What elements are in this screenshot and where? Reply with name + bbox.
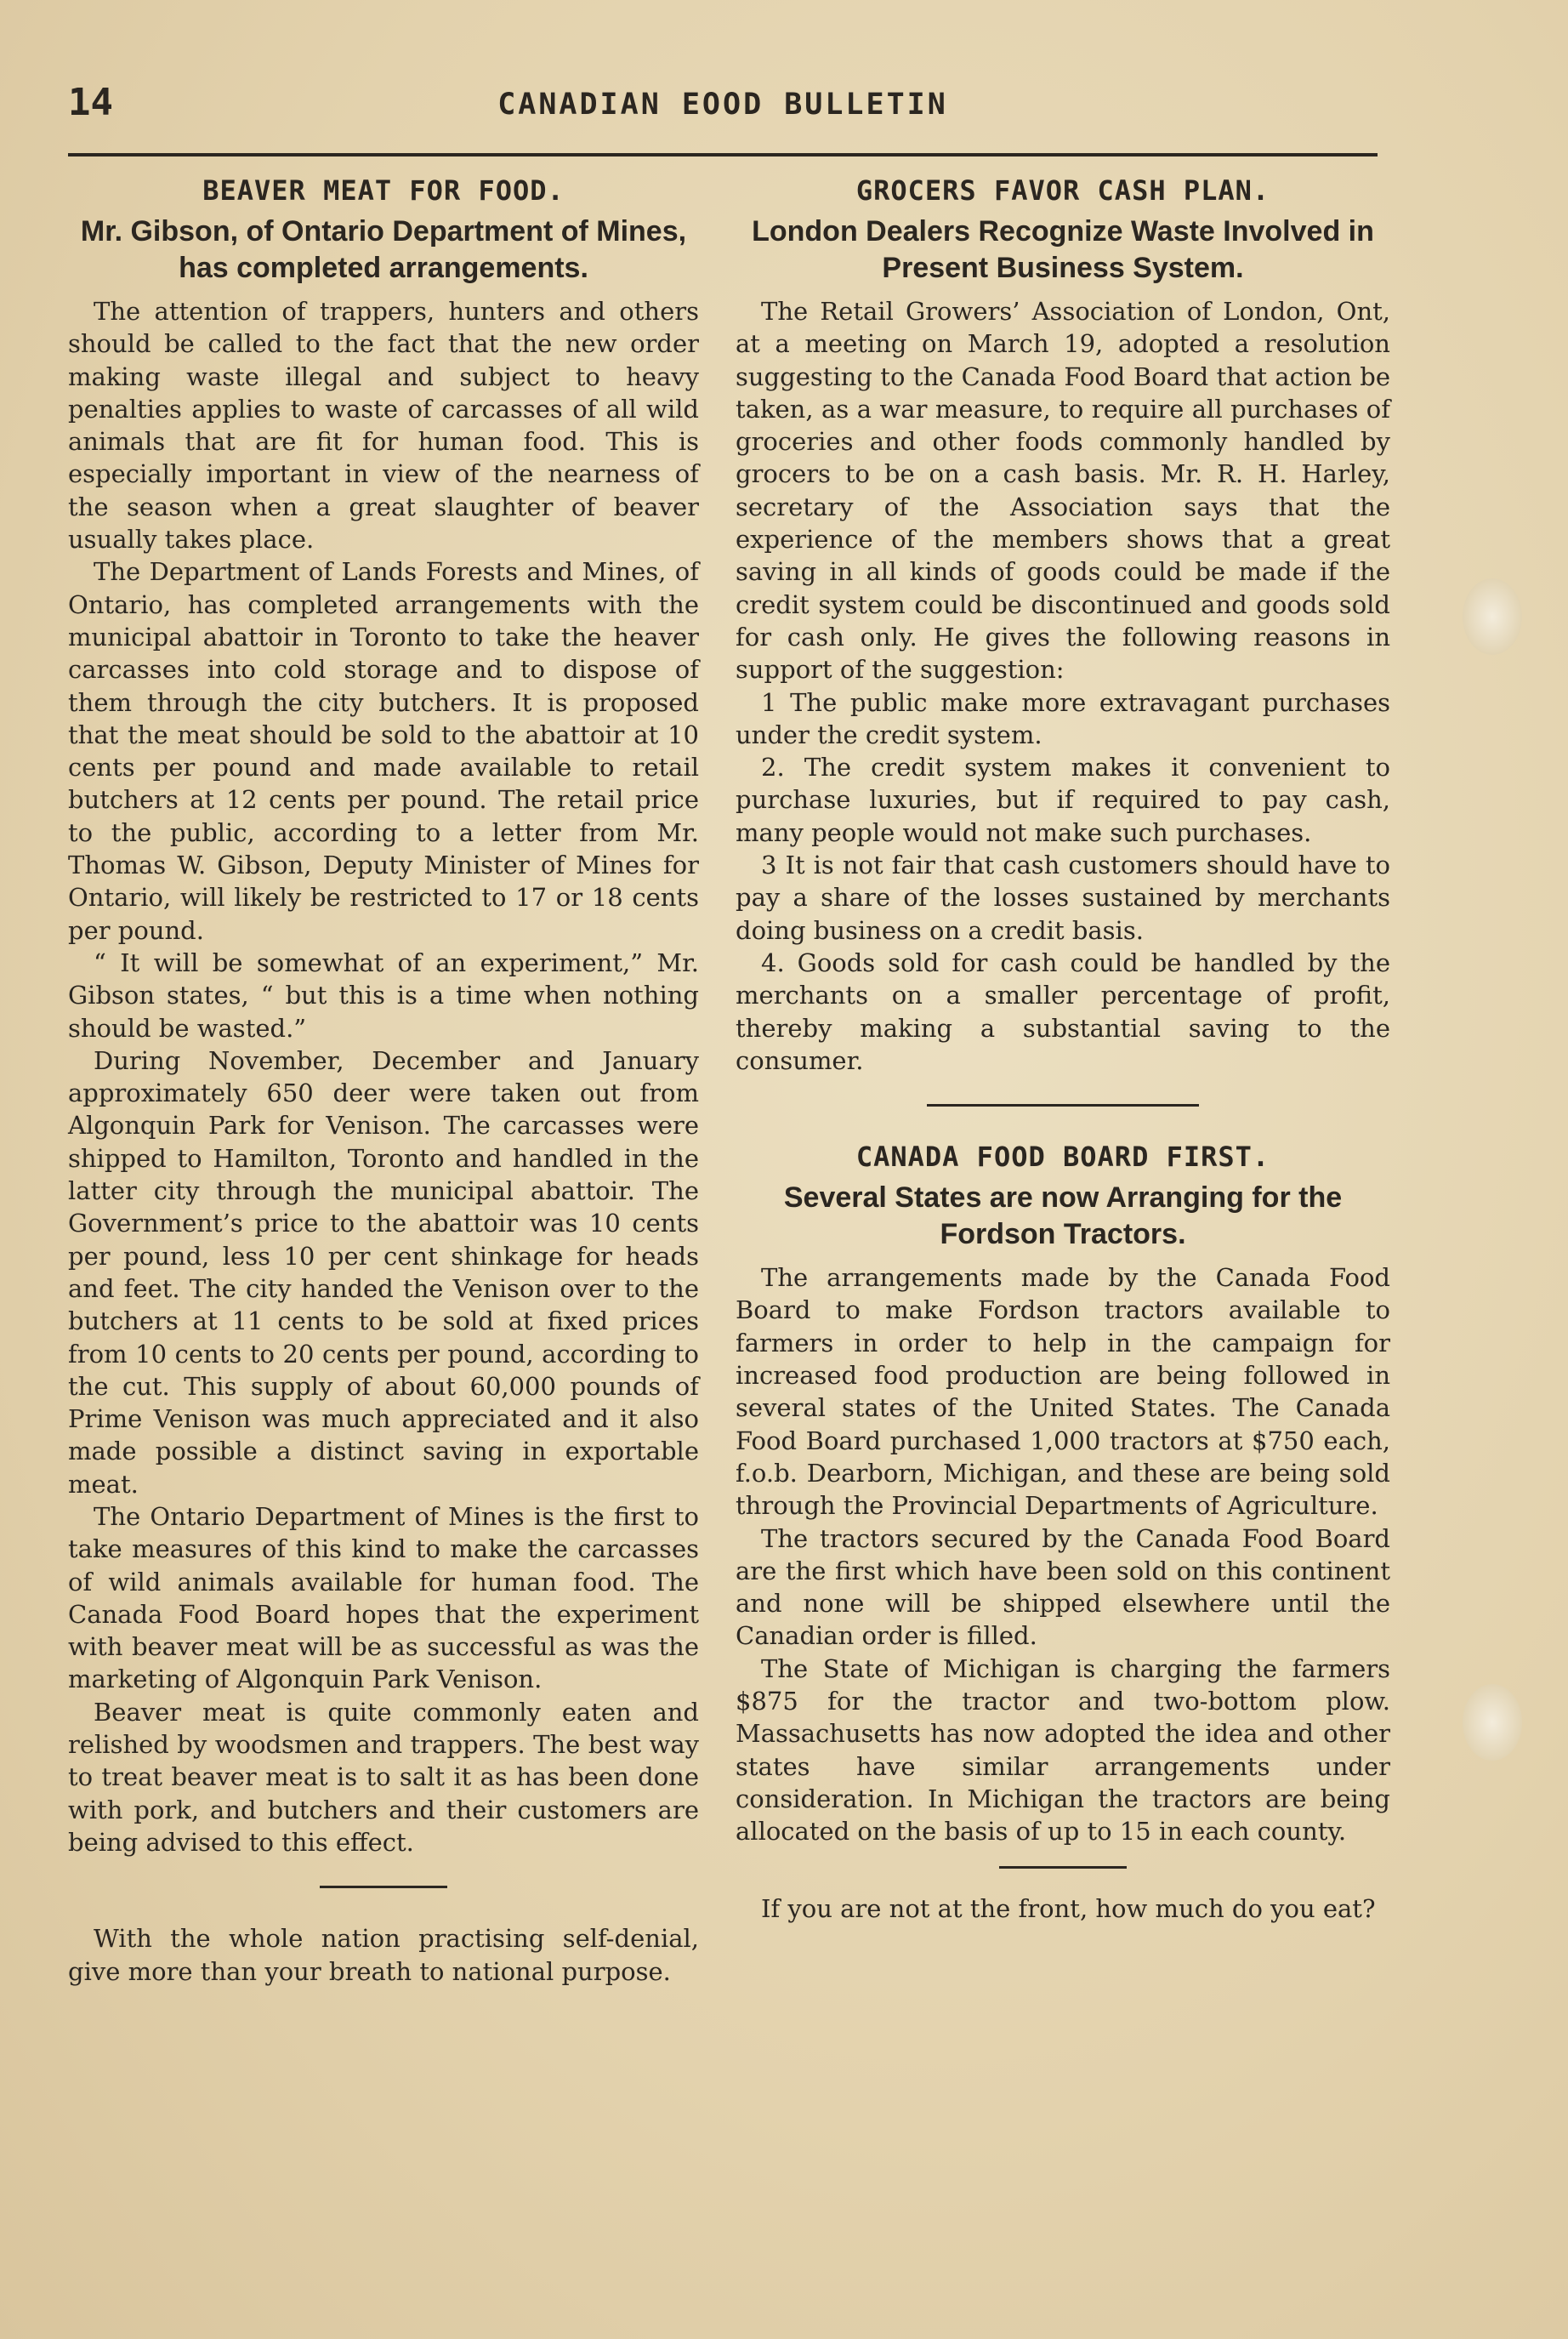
article-paragraph: During November, December and January approximately 650 deer were taken out from Algonquin Park for Venison. The carcasses were shipped to Hamilton, Toronto and handled in the latter city through the municipal abattoir. The Government’s price to the abattoir was 10 cents per pound, less 10 per cent shinkage for heads and feet. The city handed the Venison over to the butchers at 11 cents to be sold at fixed prices from 10 cents to 20 cents per pound, according to the cut. This supply of about 60,000 pounds of Prime Venison was much appreciated and it also made possible a distinct saving in exportable meat. — [68, 1045, 699, 1499]
article-paragraph: The State of Michigan is charging the farmers $875 for the tractor and two-bottom plow. Massachusetts has now adopted the idea and other states have similar arrangements under consideration. In Michigan the tractors are being allocated on the basis of up to 15 in each county. — [736, 1653, 1390, 1847]
journal-title: CANADIAN EOOD BULLETIN — [497, 88, 948, 122]
article-paragraph: The tractors secured by the Canada Food Board are the first which have been sold on this continent and none will be shipped elsewhere until the Canadian order is filled. — [736, 1523, 1390, 1651]
article-paragraph: Beaver meat is quite commonly eaten and relished by woodsmen and trappers. The best way to treat beaver meat is to salt it as has been done with pork, and butchers and their customers are being advised to this effect. — [68, 1697, 699, 1857]
left-column — [68, 174, 699, 1988]
filler-paragraph: With the whole nation practising self-denial, give more than your breath to national purpose. — [68, 1924, 699, 1986]
section-divider — [999, 1866, 1127, 1869]
article-headline: BEAVER MEAT FOR FOOD. — [202, 174, 565, 207]
article-subhead: Several States are now Arranging for the Fordson Tractors. — [783, 1181, 1343, 1251]
article-paragraph: The Retail Growers’ Association of London, Ont, at a meeting on March 19, adopted a resolution suggesting to the Canada Food Board that action be taken, as a war measure, to require all purchases of groceries and other foods commonly handled by grocers to be on a cash basis. Mr. R. H. Harley, secretary of the Association says that the experience of the members shows that a great saving in all kinds of goods could be made if the credit system could be discontinued and goods sold for cash only. He gives the following reasons in support of the suggestion: — [736, 297, 1390, 685]
filler-paragraph: If you are not at the front, how much do you eat? — [761, 1894, 1376, 1924]
article-paragraph: “ It will be somewhat of an experiment,” Mr. Gibson states, “ but this is a time when nothing should be wasted.” — [68, 948, 699, 1043]
section-divider — [320, 1886, 447, 1888]
article-paragraph: The arrangements made by the Canada Food Board to make Fordson tractors available to farmers in order to help in the campaign for increased food production are being followed in several states of the United States. The Canada Food Board purchased 1,000 tractors at $750 each, f.o.b. Dearborn, Michigan, and these are being sold through the Provincial Departments of Agriculture. — [736, 1263, 1390, 1521]
binding-hole-mark — [1463, 1684, 1522, 1761]
section-divider — [927, 1104, 1199, 1107]
article-paragraph: The Department of Lands Forests and Mines, of Ontario, has completed arrangements with the municipal abattoir in Toronto to take the heaver carcasses into cold storage and to dispose of them through the city butchers. It is proposed that the meat should be sold to the abattoir at 10 cents per pound and made available to retail butchers at 12 cents per pound. The retail price to the public, according to a letter from Mr. Thomas W. Gibson, Deputy Minister of Mines for Ontario, will likely be restricted to 17 or 18 cents per pound. — [68, 557, 699, 945]
article-paragraph: 1 The public make more extravagant purchases under the credit system. — [736, 687, 1390, 749]
right-column — [736, 174, 1390, 1926]
article-subhead: London Dealers Recognize Waste Involved in Present Business System. — [752, 215, 1374, 284]
header-rule — [68, 153, 1378, 157]
article-paragraph: 3 It is not fair that cash customers should have to pay a share of the losses sustained by merchants doing business on a credit basis. — [736, 851, 1390, 945]
binding-hole-mark — [1463, 578, 1522, 655]
article-paragraph: The Ontario Department of Mines is the first to take measures of this kind to make the carcasses of wild animals available for human food. The Canada Food Board hopes that the experiment with beaver meat will be as successful as was the marketing of Algonquin Park Venison. — [68, 1501, 699, 1694]
page-header — [68, 81, 1378, 140]
article-paragraph: 2. The credit system makes it convenient to purchase luxuries, but if required to pay cash, many people would not make such purchases. — [736, 753, 1390, 847]
article-subhead: Mr. Gibson, of Ontario Department of Mines, has completed arrangements. — [80, 215, 687, 284]
article-paragraph: 4. Goods sold for cash could be handled by the merchants on a smaller percentage of profit, thereby making a substantial saving to the consumer. — [736, 948, 1390, 1075]
article-paragraph: The attention of trappers, hunters and others should be called to the fact that the new order making waste illegal and subject to heavy penalties applies to waste of carcasses of all wild animals that are fit for human food. This is especially important in view of the nearness of the season when a great slaughter of beaver usually takes place. — [68, 297, 699, 555]
article-headline: CANADA FOOD BOARD FIRST. — [855, 1141, 1270, 1174]
page-number: 14 — [68, 81, 113, 124]
article-headline: GROCERS FAVOR CASH PLAN. — [855, 174, 1270, 207]
